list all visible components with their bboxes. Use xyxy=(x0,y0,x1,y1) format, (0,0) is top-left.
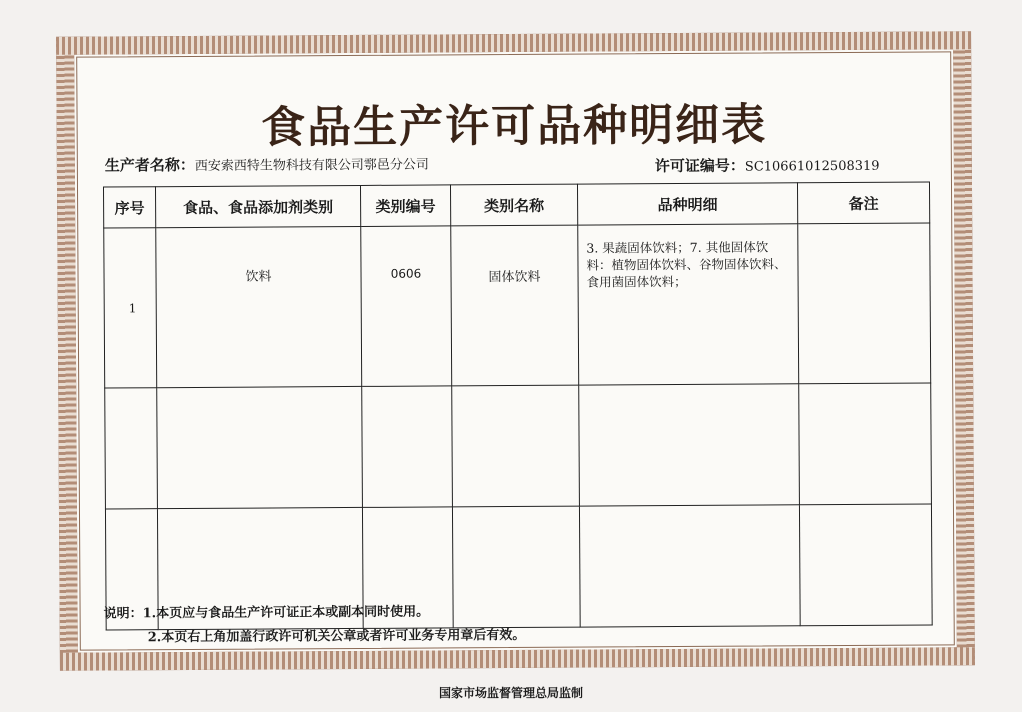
note-line-1: 说明：1.本页应与食品生产许可证正本或副本同时使用。 xyxy=(103,604,430,622)
empty-cell xyxy=(157,386,363,508)
cell-category: 饮料 xyxy=(156,226,362,387)
license-value: SC10661012508319 xyxy=(744,158,880,175)
header-serial: 序号 xyxy=(103,187,155,228)
license-label: 许可证编号： xyxy=(654,156,745,176)
empty-cell xyxy=(579,384,800,506)
empty-cell xyxy=(799,504,932,626)
empty-cell xyxy=(452,385,580,507)
variety-table xyxy=(103,181,933,630)
cell-serial: 1 xyxy=(104,228,157,388)
header-category: 食品、食品添加剂类别 xyxy=(155,185,360,227)
producer-label: 生产者名称： xyxy=(104,155,195,175)
header-detail: 品种明细 xyxy=(577,183,797,225)
certificate-sheet xyxy=(56,31,975,671)
producer-value: 西安索西特生物科技有限公司鄠邑分公司 xyxy=(194,157,429,174)
page-title: 食品生产许可品种明细表 xyxy=(260,99,768,154)
producer-field xyxy=(105,153,429,176)
header-code: 类别编号 xyxy=(360,185,450,227)
cell-code: 0606 xyxy=(361,226,452,387)
note-line-2: 2.本页右上角加盖行政许可机关公章或者许可业务专用章后有效。 xyxy=(147,627,526,646)
empty-cell xyxy=(799,383,932,505)
table-header-row xyxy=(103,182,929,228)
cell-detail: 3. 果蔬固体饮料；7. 其他固体饮料：植物固体饮料、谷物固体饮料、食用菌固体饮料； xyxy=(578,224,799,385)
header-name: 类别名称 xyxy=(450,184,577,226)
empty-cell xyxy=(362,386,453,508)
cell-remark xyxy=(798,223,931,384)
empty-cell xyxy=(105,388,158,509)
issuer-footer: 国家市场监督管理总局监制 xyxy=(438,686,583,700)
empty-cell xyxy=(579,505,800,627)
notes xyxy=(104,600,526,651)
cell-name: 固体饮料 xyxy=(451,225,579,386)
table-row-empty xyxy=(105,383,932,509)
table-row xyxy=(104,223,931,388)
license-field xyxy=(655,154,880,176)
header-remark: 备注 xyxy=(797,182,929,224)
